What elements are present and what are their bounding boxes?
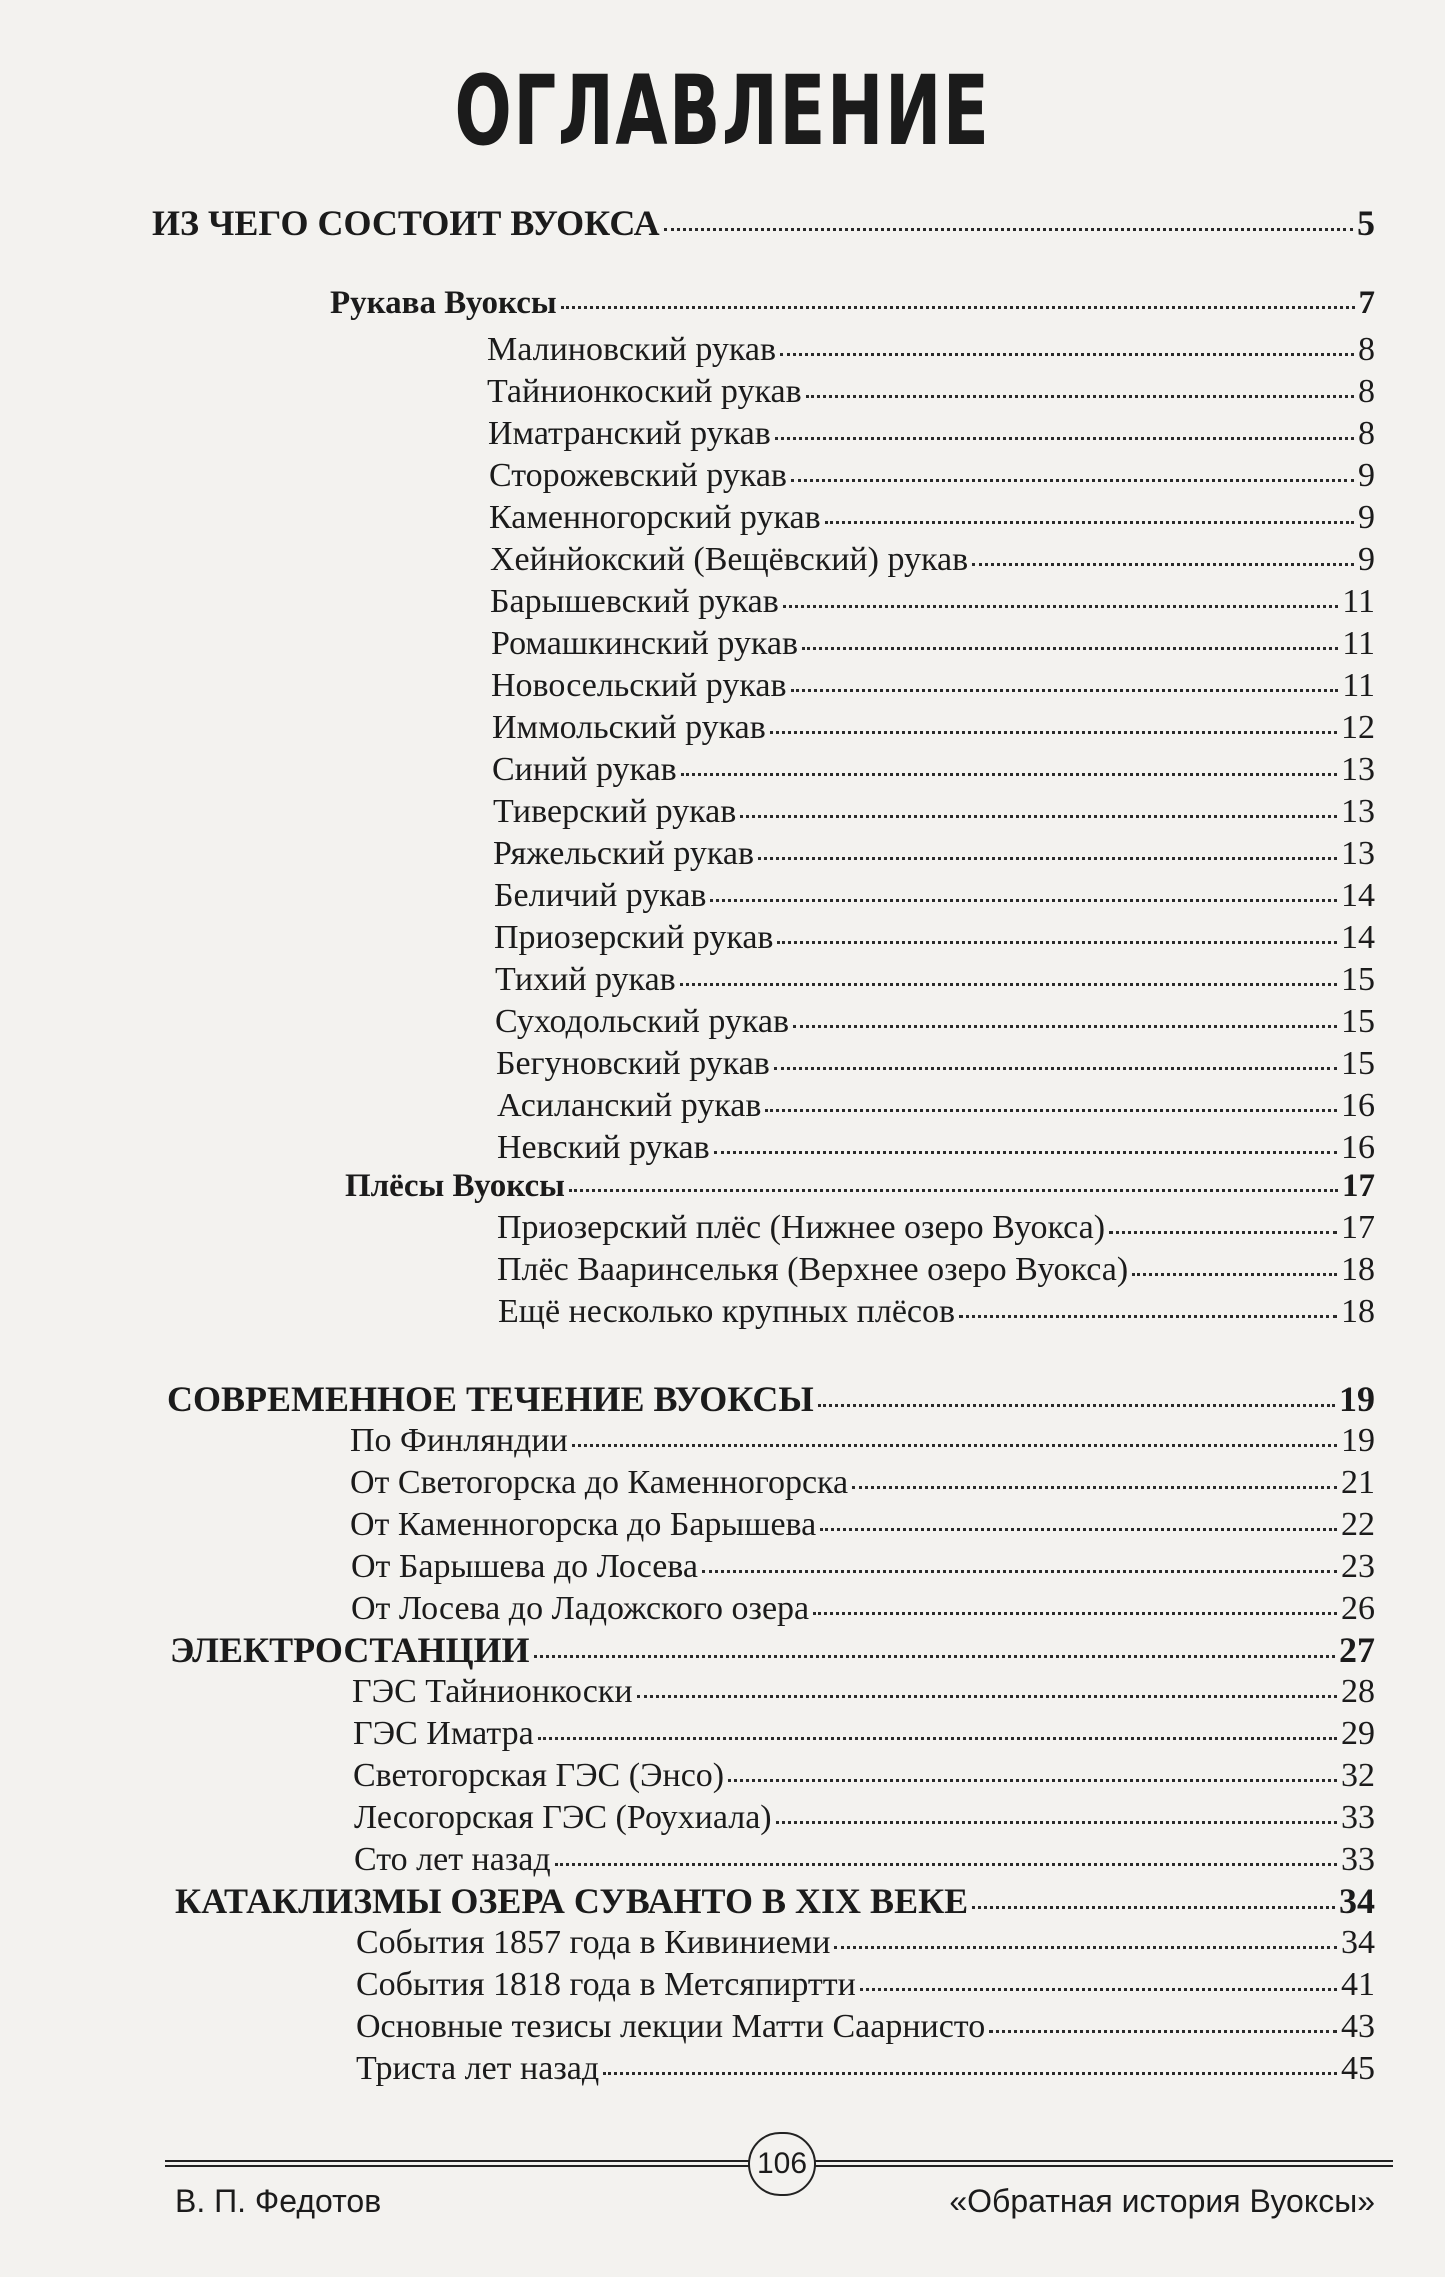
toc-entry-title: Сто лет назад [354,1841,551,1878]
toc-entry [350,1420,1375,1462]
toc-entry [354,1797,1375,1839]
dot-leader [972,1906,1335,1909]
dot-leader [681,773,1337,776]
toc-entry-page: 8 [1358,415,1375,452]
toc-entry [356,2006,1375,2048]
dot-leader [664,228,1353,231]
toc-entry-page: 5 [1357,203,1375,243]
dot-leader [834,1946,1337,1949]
toc-entry-page: 11 [1342,625,1375,662]
toc-entry [492,749,1375,791]
toc-entry-title: Основные тезисы лекции Матти Саарнисто [356,2008,986,2045]
dot-leader [637,1695,1337,1698]
toc-entry-title: От Лосева до Ладожского озера [351,1590,810,1627]
toc-entry [487,371,1375,413]
toc-entry-title: Каменногорский рукав [489,499,821,536]
toc-entry-page: 21 [1341,1464,1375,1501]
toc-entry-page: 12 [1341,709,1375,746]
toc-entry-page: 14 [1341,877,1375,914]
toc-entry-title: Бегуновский рукав [496,1045,770,1082]
toc-entry-page: 34 [1339,1881,1375,1921]
dot-leader [776,1821,1337,1824]
toc-entry-title: Асиланский рукав [497,1087,762,1124]
toc-entry-title: Ещё несколько крупных плёсов [498,1293,956,1330]
toc-entry [495,959,1375,1001]
toc-entry-page: 13 [1341,751,1375,788]
dot-leader [770,731,1337,734]
toc-entry-title: Суходольский рукав [495,1003,790,1040]
dot-leader [780,353,1354,356]
toc-entry [497,1249,1375,1291]
toc-entry-title: Новосельский рукав [491,667,787,704]
toc-entry-title: Сторожевский рукав [489,457,787,494]
page-title: ОГЛАВЛЕНИЕ [454,55,991,167]
dot-leader [603,2072,1337,2075]
toc-entry [351,1588,1375,1630]
toc-entry-title: События 1818 года в Метсяпиртти [356,1966,856,2003]
toc-entry-title: КАТАКЛИЗМЫ ОЗЕРА СУВАНТО В XIX ВЕКЕ [175,1881,969,1921]
toc-entry-title: События 1857 года в Кивиниеми [356,1924,831,1961]
toc-entry [152,202,1375,244]
toc-entry-page: 17 [1341,1209,1375,1246]
toc-entry-title: ЭЛЕКТРОСТАНЦИИ [170,1630,530,1670]
toc-entry [354,1839,1375,1881]
toc-entry-page: 13 [1341,835,1375,872]
toc-entry-page: 19 [1339,1379,1375,1419]
toc-entry [490,581,1375,623]
toc-entry-page: 11 [1342,667,1375,704]
toc-entry-title: ГЭС Иматра [353,1715,534,1752]
toc-entry-page: 27 [1339,1630,1375,1670]
toc-entry-title: Светогорская ГЭС (Энсо) [353,1757,725,1794]
dot-leader [572,1444,1337,1447]
toc-entry-page: 41 [1341,1966,1375,2003]
dot-leader [561,306,1355,309]
dot-leader [714,1151,1337,1154]
toc-entry-page: 13 [1341,793,1375,830]
toc-entry-title: От Барышева до Лосева [351,1548,698,1585]
dot-leader [1109,1231,1337,1234]
toc-entry-title: Барышевский рукав [490,583,779,620]
dot-leader [972,563,1354,566]
toc-entry [498,1291,1375,1333]
dot-leader [783,605,1338,608]
toc-entry-title: Тиверский рукав [493,793,737,830]
dot-leader [806,395,1354,398]
dot-leader [765,1109,1337,1112]
dot-leader [820,1528,1337,1531]
toc-entry [353,1755,1375,1797]
dot-leader [818,1404,1335,1407]
toc-entry [350,1462,1375,1504]
dot-leader [791,479,1354,482]
toc-entry-page: 9 [1358,541,1375,578]
toc-entry [489,455,1375,497]
toc-entry [345,1165,1375,1207]
toc-entry-page: 16 [1341,1129,1375,1166]
dot-leader [802,647,1338,650]
toc-entry [491,623,1375,665]
toc-entry-page: 17 [1342,1168,1375,1204]
toc-entry [493,791,1375,833]
toc-entry-page: 18 [1341,1293,1375,1330]
toc-entry-page: 9 [1358,457,1375,494]
toc-entry-page: 8 [1358,373,1375,410]
toc-entry [356,2048,1375,2090]
dot-leader [740,815,1337,818]
toc-entry-title: ГЭС Тайнионкоски [352,1673,633,1710]
toc-entry [170,1629,1375,1671]
toc-entry-title: Ряжельский рукав [493,835,755,872]
dot-leader [680,983,1337,986]
dot-leader [569,1189,1338,1192]
toc-entry-page: 32 [1341,1757,1375,1794]
toc-entry-title: Иматранский рукав [488,415,771,452]
dot-leader [702,1570,1337,1573]
toc-entry-page: 16 [1341,1087,1375,1124]
toc-entry-title: Триста лет назад [356,2050,600,2087]
toc-entry-title: Малиновский рукав [487,331,777,368]
toc-entry-title: Иммольский рукав [492,709,766,746]
dot-leader [758,857,1337,860]
toc-entry-page: 8 [1358,331,1375,368]
toc-entry-title: Лесогорская ГЭС (Роухиала) [354,1799,772,1836]
toc-entry [496,1043,1375,1085]
toc-entry-title: Тихий рукав [495,961,676,998]
dot-leader [728,1779,1337,1782]
toc-entry [497,1127,1375,1169]
toc-entry-title: Плёс Вааринселькя (Верхнее озеро Вуокса) [497,1251,1129,1288]
toc-entry-page: 14 [1341,919,1375,956]
toc-entry-title: Ромашкинский рукав [491,625,799,662]
toc-entry-title: Плёсы Вуоксы [345,1168,565,1204]
dot-leader [534,1655,1335,1658]
dot-leader [538,1737,1337,1740]
toc-entry [488,413,1375,455]
dot-leader [1132,1273,1337,1276]
toc-entry-page: 28 [1341,1673,1375,1710]
toc-entry-title: Хейнйокский (Вещёвский) рукав [490,541,969,578]
dot-leader [989,2030,1337,2033]
dot-leader [793,1025,1337,1028]
toc-entry [497,1207,1375,1249]
toc-entry [494,875,1375,917]
dot-leader [774,1067,1337,1070]
toc-entry-page: 23 [1341,1548,1375,1585]
toc-entry [494,917,1375,959]
toc-entry-title: Приозерский плёс (Нижнее озеро Вуокса) [497,1209,1106,1246]
toc-entry-page: 19 [1341,1422,1375,1459]
toc-entry [356,1964,1375,2006]
toc-entry [487,329,1375,371]
toc-entry [175,1880,1375,1922]
toc-entry-title: Рукава Вуоксы [330,285,557,321]
toc-entry-page: 7 [1358,285,1375,321]
toc-entry-title: Невский рукав [497,1129,710,1166]
dot-leader [775,437,1354,440]
dot-leader [852,1486,1337,1489]
toc-entry [356,1922,1375,1964]
toc-entry-page: 34 [1341,1924,1375,1961]
footer-author: В. П. Федотов [175,2183,382,2219]
dot-leader [813,1612,1337,1615]
toc-entry [489,497,1375,539]
toc-entry [491,665,1375,707]
toc-entry-page: 9 [1358,499,1375,536]
dot-leader [860,1988,1337,1991]
toc-entry-page: 15 [1341,961,1375,998]
toc-entry [330,282,1375,324]
toc-entry [167,1378,1375,1420]
toc-entry [350,1504,1375,1546]
dot-leader [791,689,1339,692]
toc-entry [352,1671,1375,1713]
toc-entry-title: От Каменногорска до Барышева [350,1506,817,1543]
toc-entry-page: 33 [1341,1799,1375,1836]
toc-entry-title: Приозерский рукав [494,919,774,956]
dot-leader [825,521,1354,524]
toc-entry-title: Синий рукав [492,751,677,788]
dot-leader [777,941,1337,944]
toc-entry-page: 29 [1341,1715,1375,1752]
toc-entry [493,833,1375,875]
toc-entry-title: От Светогорска до Каменногорска [350,1464,849,1501]
toc-entry-page: 33 [1341,1841,1375,1878]
toc-entry [497,1085,1375,1127]
footer-book-title: «Обратная история Вуоксы» [949,2183,1375,2219]
toc-entry-title: Беличий рукав [494,877,707,914]
toc-entry-page: 22 [1341,1506,1375,1543]
toc-entry-title: СОВРЕМЕННОЕ ТЕЧЕНИЕ ВУОКСЫ [167,1379,814,1419]
toc-entry-page: 43 [1341,2008,1375,2045]
toc-entry [495,1001,1375,1043]
toc-entry-page: 11 [1342,583,1375,620]
toc-entry-title: Тайнионкоский рукав [487,373,802,410]
toc-entry-page: 18 [1341,1251,1375,1288]
toc-entry-page: 45 [1341,2050,1375,2087]
toc-entry-title: ИЗ ЧЕГО СОСТОИТ ВУОКСА [152,203,660,243]
toc-entry [492,707,1375,749]
toc-entry [490,539,1375,581]
dot-leader [710,899,1337,902]
toc-entry-page: 15 [1341,1045,1375,1082]
dot-leader [959,1315,1337,1318]
dot-leader [555,1863,1337,1866]
toc-entry [351,1546,1375,1588]
toc-entry-title: По Финляндии [350,1422,568,1459]
toc-entry-page: 26 [1341,1590,1375,1627]
toc-entry-page: 15 [1341,1003,1375,1040]
page-number-badge: 106 [748,2132,816,2196]
toc-entry [353,1713,1375,1755]
